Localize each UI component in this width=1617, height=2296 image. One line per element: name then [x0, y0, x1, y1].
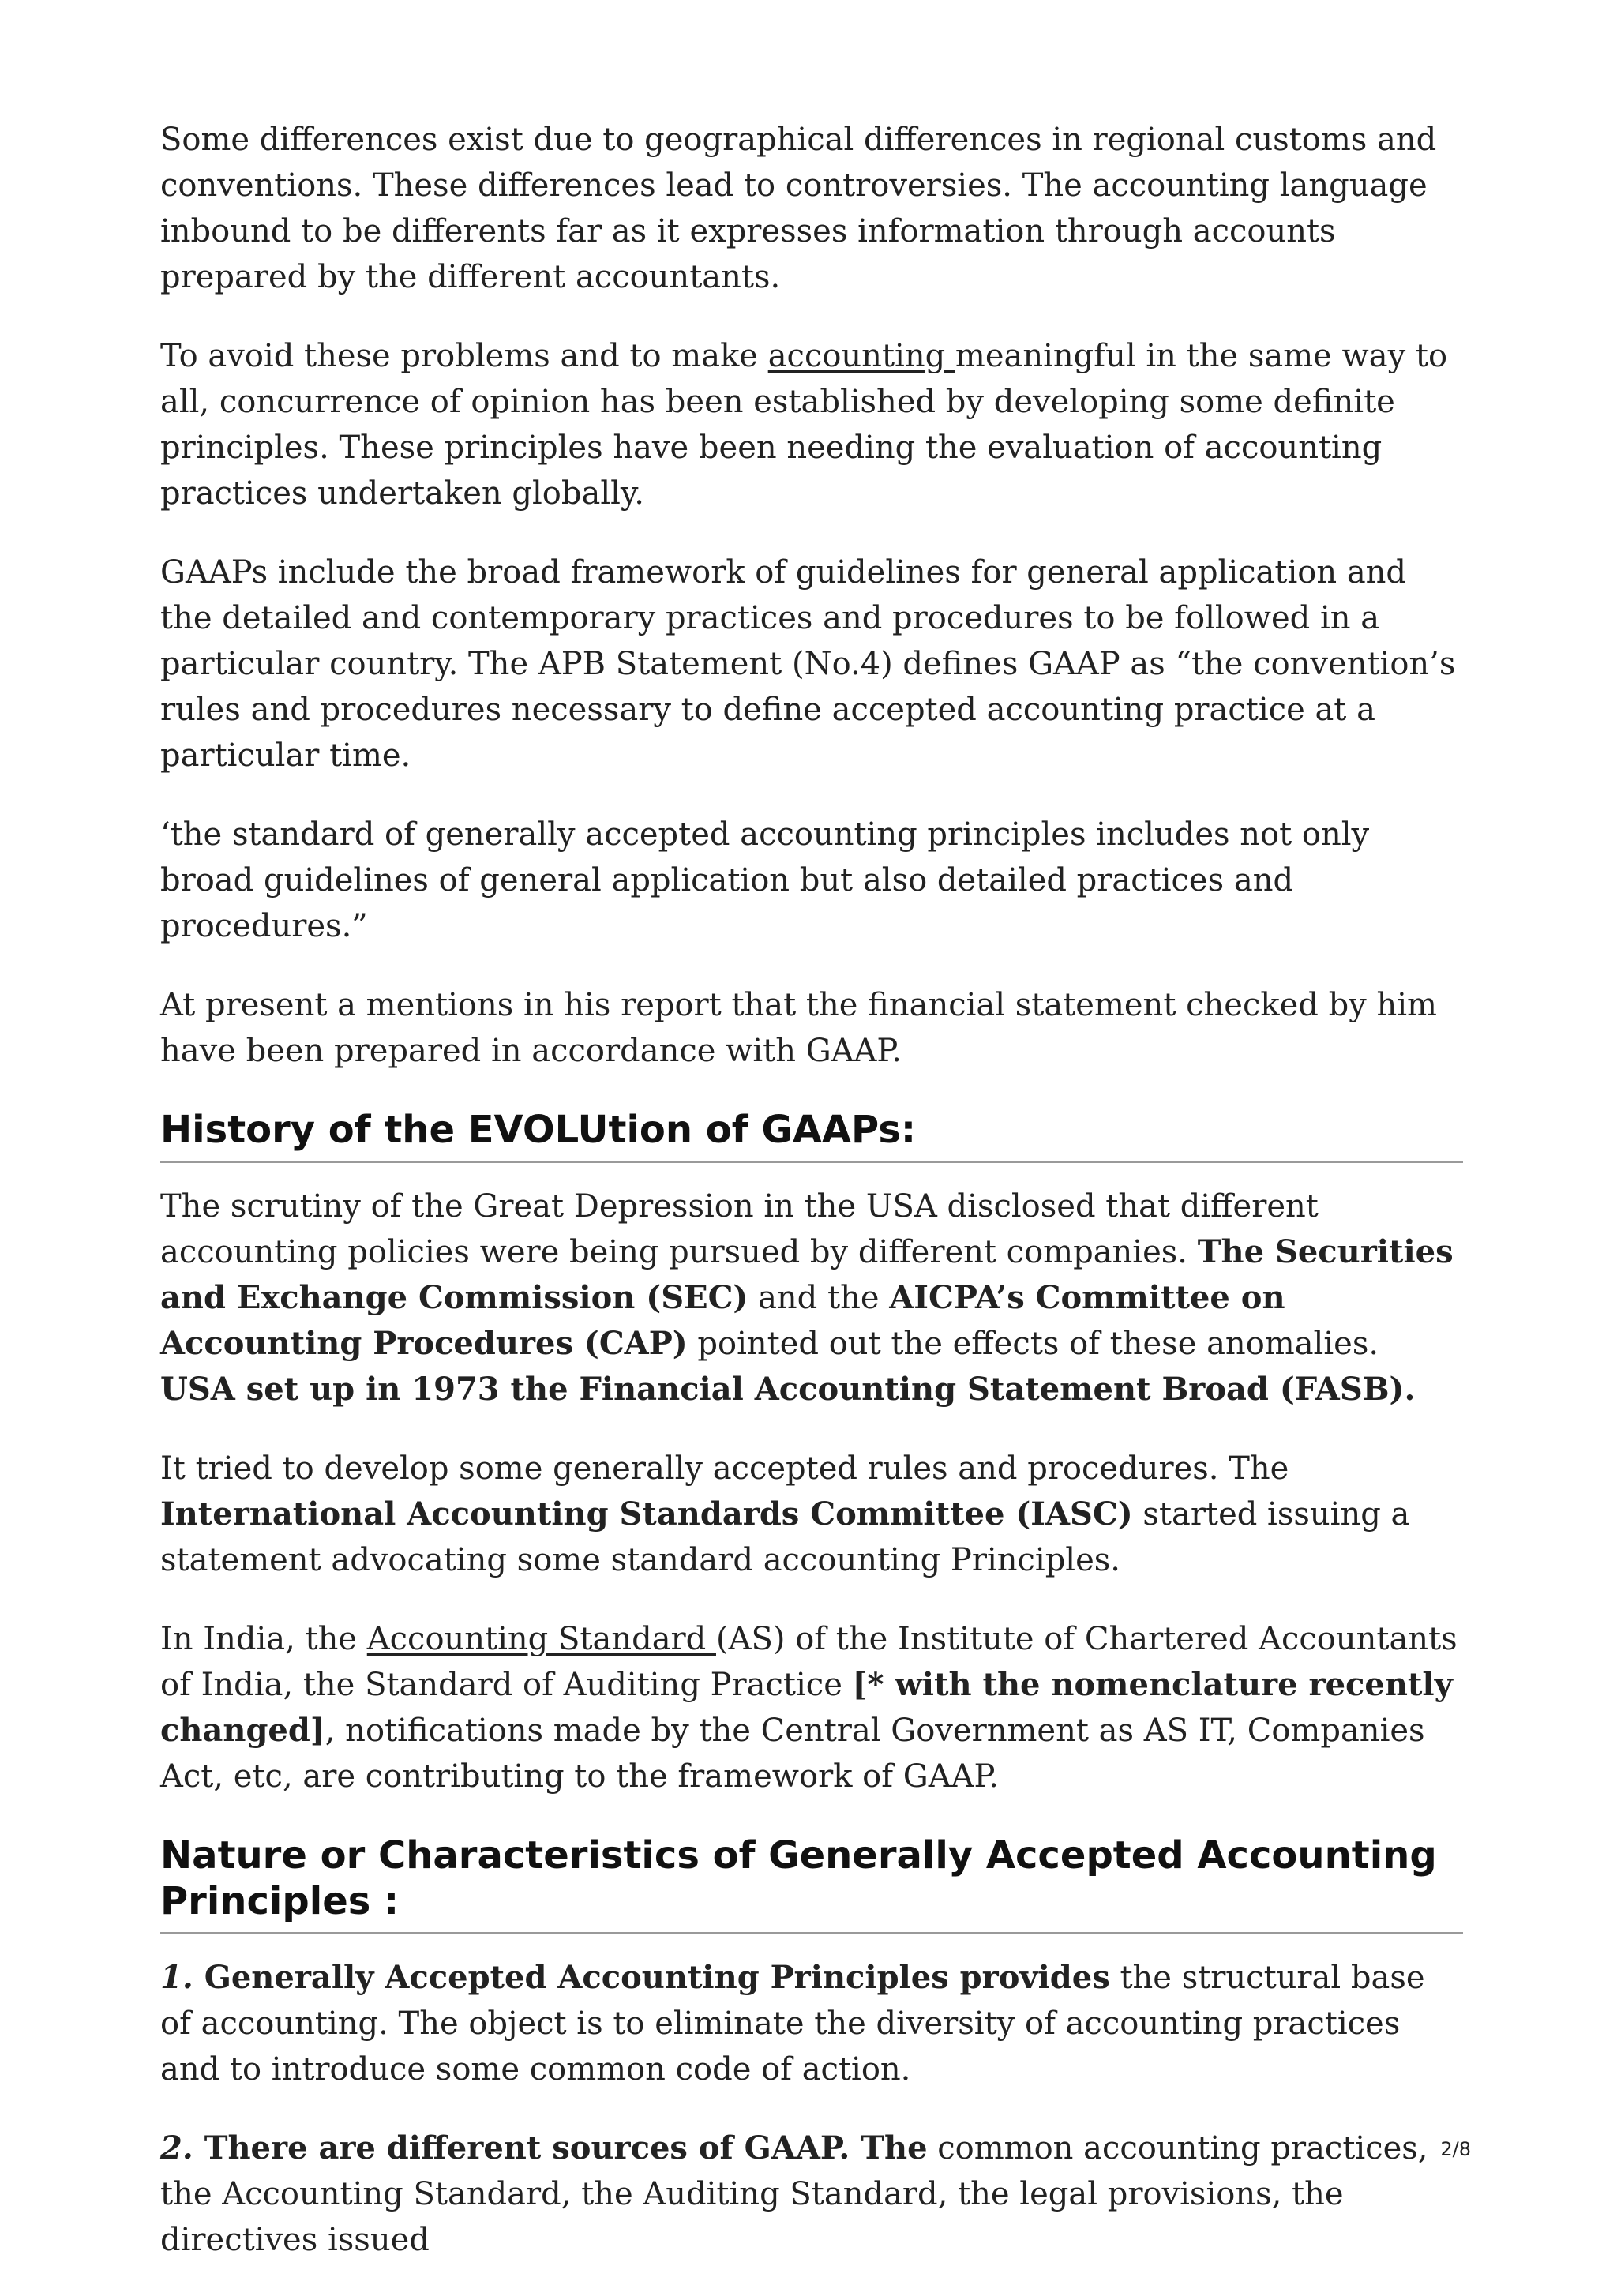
item-number: 2. [160, 2129, 193, 2167]
bold-cap: AICPA’s Committee on Accounting Procedures (CAP) [160, 1279, 1285, 1362]
paragraph-iasc [160, 1446, 1463, 1583]
document-page [160, 117, 1463, 2296]
list-item-sources [160, 2125, 1463, 2263]
accounting-standard-link[interactable]: Accounting Standard [366, 1621, 716, 1657]
text-run: (AS) of the Institute of Chartered Accountants of India, the Standard of Auditing Practice [160, 1621, 1458, 1703]
text-run: To avoid these problems and to make [160, 338, 768, 374]
bold-iasc: International Accounting Standards Committee (IASC) [160, 1495, 1133, 1533]
text-run: common accounting practices, the Accounting Standard, the Auditing Standard, the legal provisions, the directives issued [160, 2130, 1428, 2258]
text-run: meaningful in the same way to all, concurrence of opinion has been established by developing some definite principles. These principles have been needing the evaluation of accounting practices undertaken globally. [160, 338, 1448, 512]
text-run: started issuing a statement advocating some standard accounting Principles. [160, 1496, 1410, 1578]
paragraph-gaap-framework: GAAPs include the broad framework of guidelines for general application and the detailed and contemporary practices and procedures to be followed in a particular country. The APB Statement (No.4) defines GAAP as “the convention’s rules and procedures necessary to define accepted accounting practice at a particular time. [160, 554, 1456, 774]
paragraph-auditor-report: At present a mentions in his report that the financial statement checked by him have been prepared in accordance with GAAP. [160, 987, 1437, 1069]
bold-sec: The Securities and Exchange Commission (SEC) [160, 1233, 1454, 1316]
paragraph-great-depression [160, 1184, 1463, 1412]
item-bold-lead: Generally Accepted Accounting Principles provides [193, 1959, 1110, 1996]
list-item-structural-base [160, 1955, 1463, 2092]
text-run: and the [748, 1280, 890, 1316]
text-run: pointed out the effects of these anomalies. [687, 1326, 1379, 1362]
bold-nomenclature: [* with the nomenclature recently changed] [160, 1666, 1453, 1749]
text-run: The scrutiny of the Great Depression in the USA disclosed that different accounting policies were being pursued by different companies. [160, 1188, 1319, 1270]
section-heading-history: History of the EVOLUtion of GAAPs: [160, 1107, 1463, 1163]
text-run: In India, the [160, 1621, 367, 1657]
page-number: 2/8 [1440, 2138, 1471, 2160]
text-run: It tried to develop some generally accepted rules and procedures. The [160, 1450, 1289, 1487]
text-run: , notifications made by the Central Government as AS IT, Companies Act, etc, are contributing to the framework of GAAP. [160, 1713, 1425, 1795]
item-number: 1. [160, 1959, 193, 1996]
bold-fasb: USA set up in 1973 the Financial Accounting Statement Broad (FASB). [160, 1371, 1416, 1408]
paragraph-india [160, 1616, 1463, 1799]
text-run: the structural base of accounting. The object is to eliminate the diversity of accounting practices and to introduce some common code of action. [160, 1960, 1425, 2088]
paragraph-avoid-problems [160, 333, 1463, 516]
paragraph-geographical-differences: Some differences exist due to geographical differences in regional customs and conventions. These differences lead to controversies. The accounting language inbound to be differents far as it expresses information through accounts prepared by the different accountants. [160, 122, 1437, 295]
accounting-link[interactable]: accounting [767, 338, 955, 374]
item-bold-lead: There are different sources of GAAP. The [193, 2129, 928, 2167]
paragraph-standard-quote: ‘the standard of generally accepted accounting principles includes not only broad guidelines of general application but also detailed practices and procedures.” [160, 816, 1370, 944]
section-heading-nature: Nature or Characteristics of Generally Accepted Accounting Principles : [160, 1833, 1463, 1934]
